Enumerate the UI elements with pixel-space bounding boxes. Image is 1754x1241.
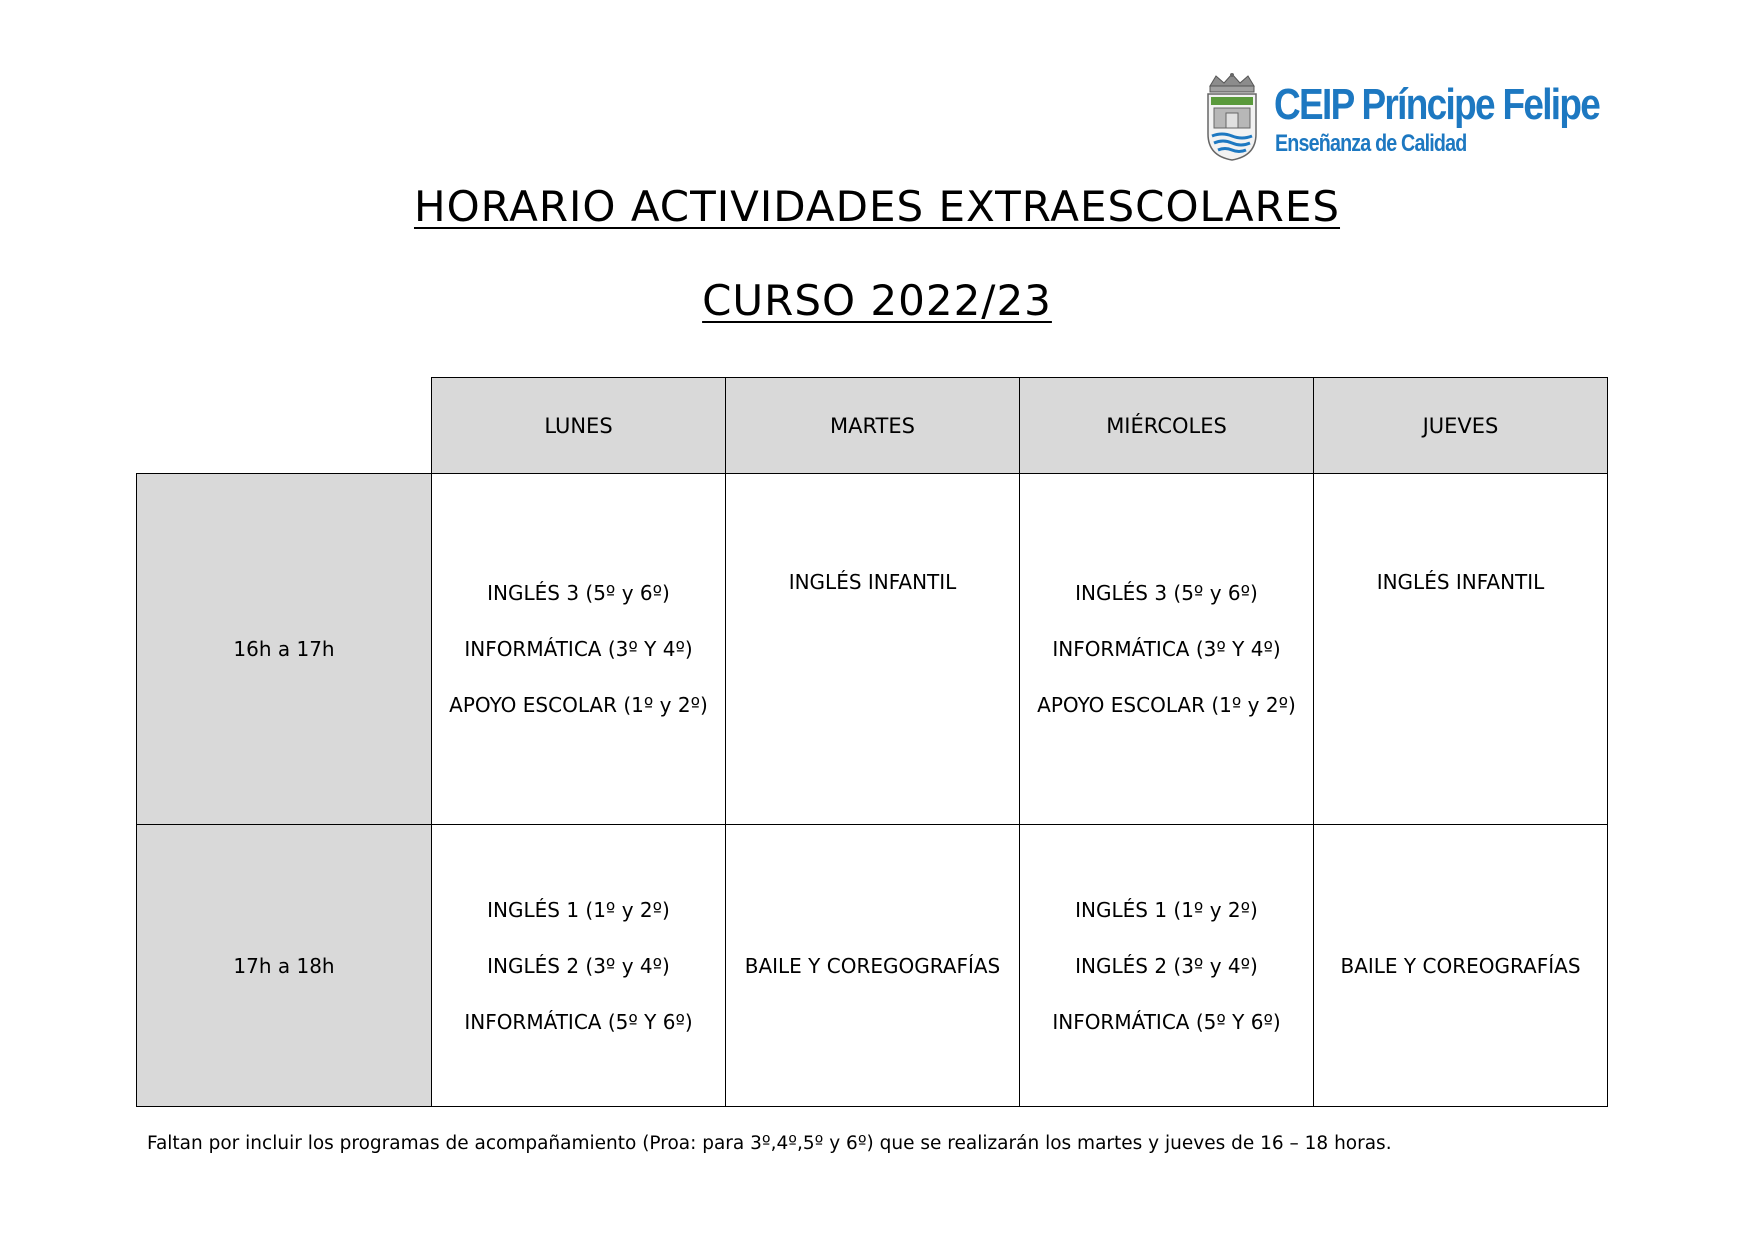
day-header: LUNES: [432, 378, 726, 474]
day-header: MARTES: [726, 378, 1020, 474]
time-slot: 17h a 18h: [137, 825, 432, 1107]
activity-label: INGLÉS 3 (5º y 6º): [1075, 581, 1258, 605]
page-subtitle: CURSO 2022/23: [702, 276, 1052, 325]
school-logo: [1198, 72, 1600, 162]
activity-label: INGLÉS INFANTIL: [1376, 570, 1545, 594]
activity-label: INGLÉS 2 (3º y 4º): [1075, 953, 1258, 978]
activity-cell: [432, 825, 726, 1107]
day-header: JUEVES: [1314, 378, 1608, 474]
activity-cell: [1314, 825, 1608, 1107]
activity-label: INGLÉS 1 (1º y 2º): [487, 897, 670, 922]
school-crest-icon: [1202, 72, 1262, 162]
activity-cell: [1020, 825, 1314, 1107]
table-header-row: [137, 378, 1608, 474]
activity-label: INGLÉS 3 (5º y 6º): [487, 581, 670, 605]
activity-cell: [726, 474, 1020, 825]
schedule-table: [136, 377, 1608, 1107]
activity-cell: [726, 825, 1020, 1107]
table-corner: [137, 378, 432, 474]
logo-name: CEIP Príncipe Felipe: [1274, 80, 1600, 129]
activity-label: BAILE Y COREOGRAFÍAS: [1340, 953, 1581, 978]
activity-label: INFORMÁTICA (5º Y 6º): [464, 1009, 693, 1034]
activity-label: INFORMÁTICA (5º Y 6º): [1052, 1009, 1281, 1034]
activity-label: INFORMÁTICA (3º Y 4º): [1052, 637, 1281, 661]
footnote: Faltan por incluir los programas de acompañamiento (Proa: para 3º,4º,5º y 6º) que se realizarán los martes y jueves de 16 – 18 horas.: [147, 1132, 1392, 1154]
day-header: MIÉRCOLES: [1020, 378, 1314, 474]
time-slot: 16h a 17h: [137, 474, 432, 825]
activity-label: INFORMÁTICA (3º Y 4º): [464, 637, 693, 661]
logo-tagline: Enseñanza de Calidad: [1275, 130, 1467, 157]
activity-label: BAILE Y COREGOGRAFÍAS: [744, 953, 1001, 978]
table-row: [137, 825, 1608, 1107]
activity-label: INGLÉS 2 (3º y 4º): [487, 953, 670, 978]
page-title: HORARIO ACTIVIDADES EXTRAESCOLARES: [413, 182, 1341, 231]
activity-cell: [432, 474, 726, 825]
activity-label: INGLÉS INFANTIL: [788, 570, 957, 594]
table-row: [137, 474, 1608, 825]
activity-label: INGLÉS 1 (1º y 2º): [1075, 897, 1258, 922]
activity-label: APOYO ESCOLAR (1º y 2º): [449, 693, 708, 717]
activity-cell: [1020, 474, 1314, 825]
activity-cell: [1314, 474, 1608, 825]
activity-label: APOYO ESCOLAR (1º y 2º): [1037, 693, 1296, 717]
